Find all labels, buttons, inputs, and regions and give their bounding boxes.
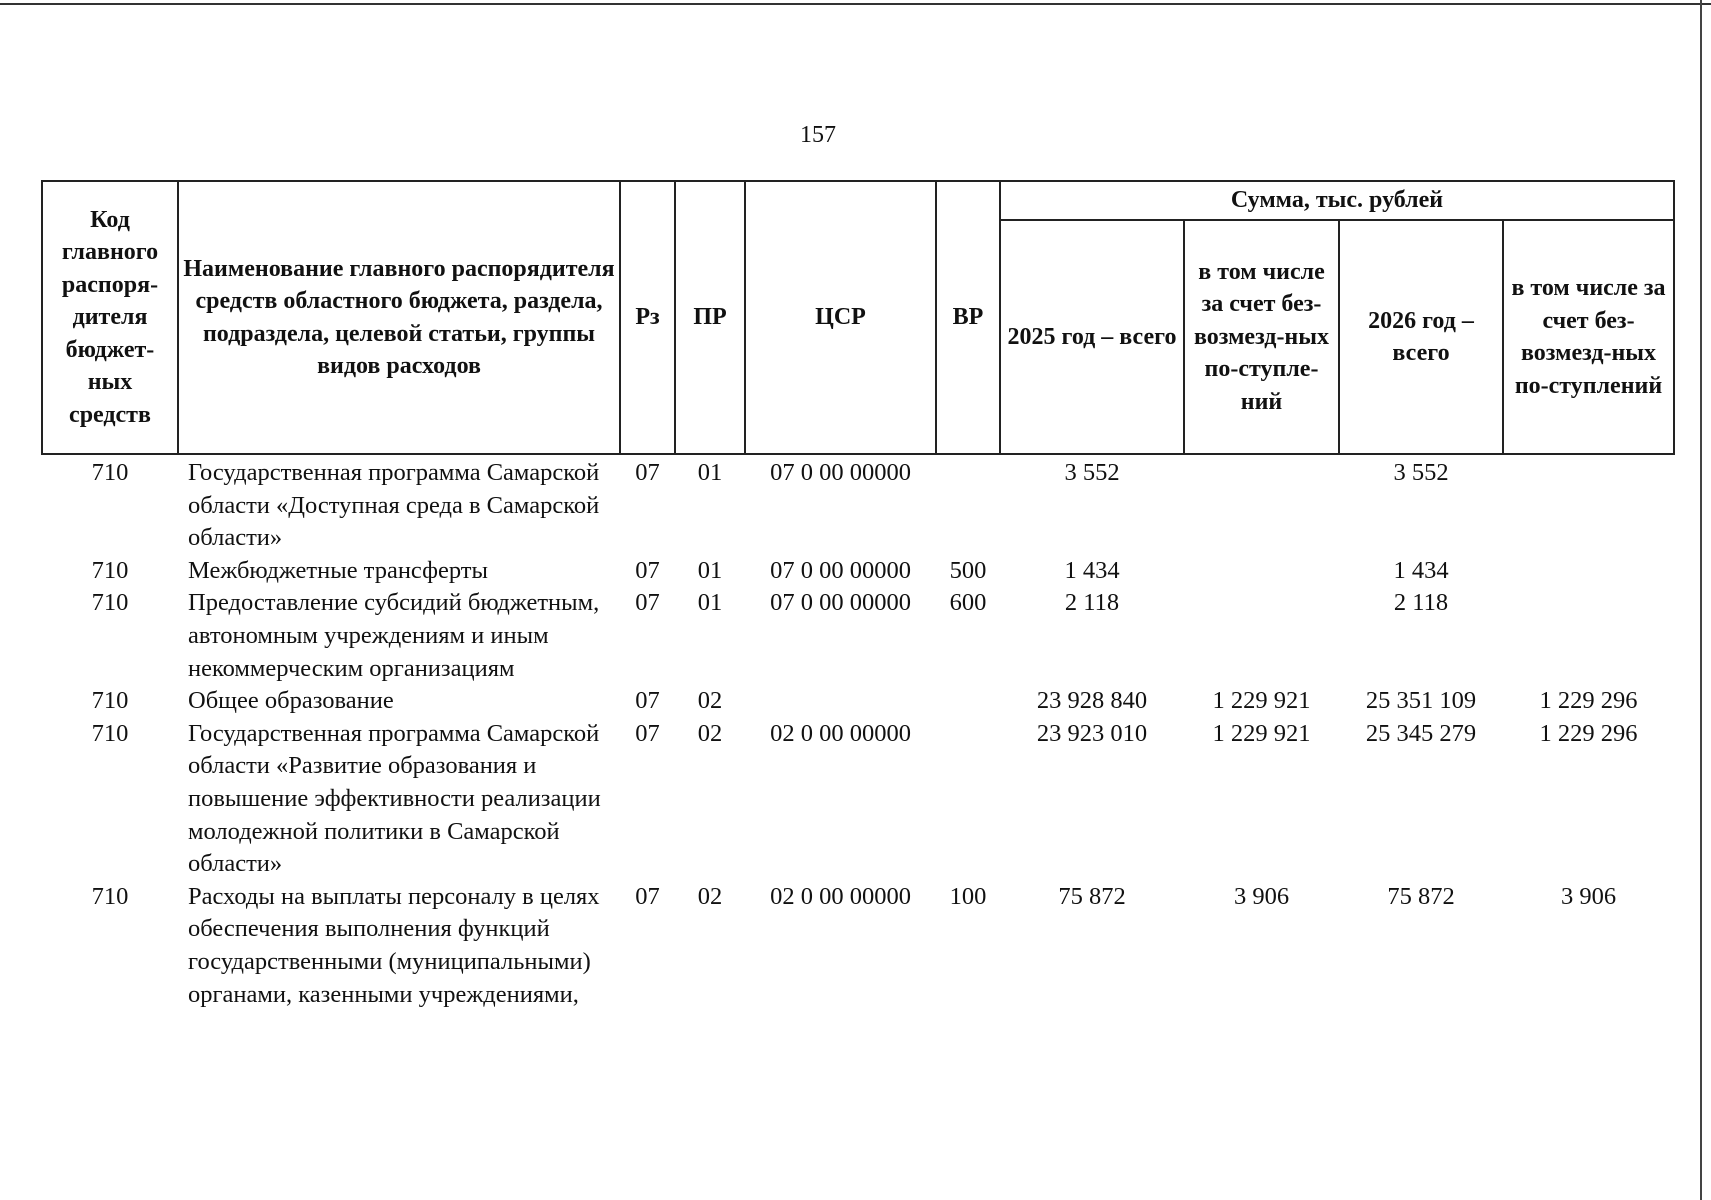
cell-pr: 01 bbox=[697, 589, 723, 617]
cell-y2025-g bbox=[1184, 555, 1339, 588]
cell-y2026-g bbox=[1503, 587, 1674, 685]
cell-code: 710 bbox=[91, 459, 129, 486]
cell-code: 710 bbox=[91, 589, 129, 617]
cell-y2025: 23 923 010 bbox=[1036, 719, 1148, 747]
header-name: Наименование главного распорядителя средств областного бюджета, раздела, подраздела, целевой статьи, группы видов расходов bbox=[178, 181, 620, 454]
page-number: 157 bbox=[800, 122, 836, 148]
cell-rz: 07 bbox=[635, 687, 660, 715]
cell-name: Государственная программа Самарской области «Доступная среда в Самарской области» bbox=[188, 459, 600, 552]
cell-y2026-g: 1 229 296 bbox=[1539, 687, 1638, 715]
cell-y2026-g: 1 229 296 bbox=[1539, 719, 1638, 747]
cell-vr: 600 bbox=[949, 589, 987, 617]
header-2025-gratuitous: в том числе за счет без-возмезд-ных по-ступле-ний bbox=[1184, 220, 1339, 454]
header-code: Код главного распоря-дителя бюджет-ных средств bbox=[42, 181, 178, 454]
cell-name: Государственная программа Самарской области «Развитие образования и повышение эффективности реализации молодежной политики в Самарской области» bbox=[188, 719, 601, 878]
header-sum-group: Сумма, тыс. рублей bbox=[1000, 181, 1674, 220]
cell-rz: 07 bbox=[635, 719, 660, 747]
cell-y2026-g bbox=[1503, 454, 1674, 555]
cell-code: 710 bbox=[91, 687, 129, 715]
cell-csr: 07 0 00 00000 bbox=[770, 459, 911, 486]
cell-y2025: 75 872 bbox=[1058, 882, 1126, 910]
cell-name: Расходы на выплаты персоналу в целях обеспечения выполнения функций государственными (муниципальными) органами, казенными учреждениями, bbox=[188, 882, 600, 1008]
table-row bbox=[42, 685, 1674, 718]
cell-rz: 07 bbox=[635, 459, 660, 486]
header-pr: ПР bbox=[675, 181, 745, 454]
header-2026-gratuitous: в том числе за счет без-возмезд-ных по-ступлений bbox=[1503, 220, 1674, 454]
cell-y2025: 1 434 bbox=[1064, 556, 1120, 584]
cell-y2026: 25 351 109 bbox=[1365, 687, 1477, 715]
cell-y2025-g bbox=[1184, 587, 1339, 685]
cell-y2026-g: 3 906 bbox=[1560, 882, 1617, 910]
cell-y2026: 75 872 bbox=[1387, 882, 1455, 910]
cell-y2025: 2 118 bbox=[1064, 589, 1120, 617]
cell-csr: 07 0 00 00000 bbox=[770, 556, 911, 584]
cell-pr: 02 bbox=[697, 687, 723, 715]
cell-pr: 02 bbox=[697, 882, 723, 910]
table-row bbox=[42, 587, 1674, 685]
budget-table bbox=[41, 180, 1675, 1011]
cell-y2025: 3 552 bbox=[1064, 459, 1120, 486]
cell-name: Общее образование bbox=[188, 687, 394, 715]
cell-vr bbox=[936, 718, 1000, 881]
header-2025-total: 2025 год – всего bbox=[1000, 220, 1184, 454]
cell-name: Межбюджетные трансферты bbox=[188, 556, 488, 584]
cell-y2025-g bbox=[1184, 454, 1339, 555]
cell-vr bbox=[936, 685, 1000, 718]
cell-y2025-g: 1 229 921 bbox=[1212, 687, 1311, 715]
cell-y2025-g: 3 906 bbox=[1233, 882, 1290, 910]
cell-csr: 02 0 00 00000 bbox=[770, 719, 911, 747]
cell-y2025-g: 1 229 921 bbox=[1212, 719, 1311, 747]
cell-y2025: 23 928 840 bbox=[1036, 687, 1148, 715]
table-row bbox=[42, 555, 1674, 588]
header-csr: ЦСР bbox=[745, 181, 936, 454]
cell-pr: 02 bbox=[697, 719, 723, 747]
cell-csr: 07 0 00 00000 bbox=[770, 589, 911, 617]
cell-vr: 100 bbox=[949, 882, 987, 910]
table-row bbox=[42, 718, 1674, 881]
cell-y2026: 3 552 bbox=[1393, 459, 1449, 486]
cell-y2026: 2 118 bbox=[1393, 589, 1449, 617]
cell-csr bbox=[745, 685, 936, 718]
cell-pr: 01 bbox=[697, 556, 723, 584]
cell-rz: 07 bbox=[635, 589, 660, 617]
cell-csr: 02 0 00 00000 bbox=[770, 882, 911, 910]
cell-code: 710 bbox=[91, 719, 129, 747]
cell-name: Предоставление субсидий бюджетным, автономным учреждениям и иным некоммерческим организациям bbox=[188, 589, 600, 682]
scan-top-edge bbox=[0, 3, 1711, 5]
cell-code: 710 bbox=[91, 882, 129, 910]
cell-rz: 07 bbox=[635, 882, 660, 910]
table-row bbox=[42, 881, 1674, 1011]
header-rz: Рз bbox=[620, 181, 675, 454]
header-vr: ВР bbox=[936, 181, 1000, 454]
cell-y2026: 25 345 279 bbox=[1365, 719, 1477, 747]
cell-pr: 01 bbox=[697, 459, 723, 486]
cell-code: 710 bbox=[91, 556, 129, 584]
cell-vr: 500 bbox=[949, 556, 987, 584]
cell-vr bbox=[936, 454, 1000, 555]
cell-y2026-g bbox=[1503, 555, 1674, 588]
cell-rz: 07 bbox=[635, 556, 660, 584]
header-2026-total: 2026 год – всего bbox=[1339, 220, 1503, 454]
cell-y2026: 1 434 bbox=[1393, 556, 1449, 584]
table-row bbox=[42, 454, 1674, 555]
scan-right-edge bbox=[1700, 0, 1702, 1200]
